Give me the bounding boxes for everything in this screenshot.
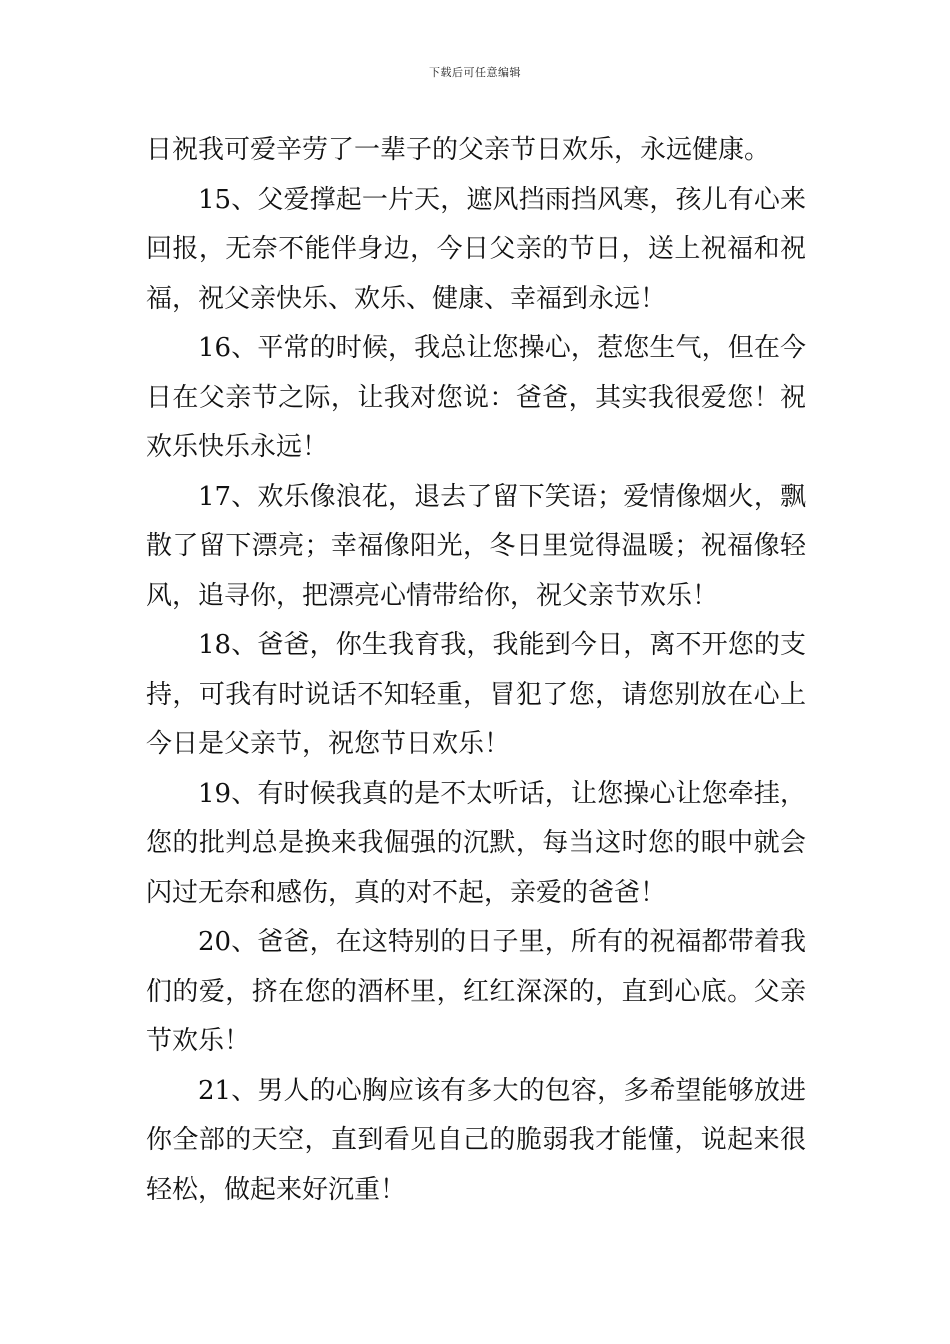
page-header: 下载后可任意编辑 xyxy=(429,66,521,79)
paragraph-19: 19、有时候我真的是不太听话，让您操心让您牵挂，您的批判总是换来我倔强的沉默，每当这时您的眼中就会闪过无奈和感伤，真的对不起，亲爱的爸爸！ xyxy=(146,778,806,908)
paragraph-17: 17、欢乐像浪花，退去了留下笑语；爱情像烟火，飘散了留下漂亮；幸福像阳光，冬日里觉得温暖；祝福像轻风，追寻你，把漂亮心情带给你，祝父亲节欢乐！ xyxy=(146,481,806,611)
paragraph-16: 16、平常的时候，我总让您操心，惹您生气，但在今日在父亲节之际，让我对您说：爸爸，其实我很爱您！祝欢乐快乐永远！ xyxy=(146,333,806,462)
paragraph-15: 15、父爱撑起一片天，遮风挡雨挡风寒，孩儿有心来回报，无奈不能伴身边，今日父亲的节日，送上祝福和祝福，祝父亲快乐、欢乐、健康、幸福到永远！ xyxy=(146,184,806,314)
paragraph-continuation: 日祝我可爱辛劳了一辈子的父亲节日欢乐，永远健康。 xyxy=(146,135,771,165)
paragraph-18: 18、爸爸，你生我育我，我能到今日，离不开您的支持，可我有时说话不知轻重，冒犯了您，请您别放在心上今日是父亲节，祝您节日欢乐！ xyxy=(146,630,806,759)
document-body xyxy=(146,126,806,1215)
paragraph-21: 21、男人的心胸应该有多大的包容，多希望能够放进你全部的天空，直到看见自己的脆弱我才能懂，说起来很轻松，做起来好沉重！ xyxy=(146,1075,806,1205)
paragraph-20: 20、爸爸，在这特别的日子里，所有的祝福都带着我们的爱，挤在您的酒杯里，红红深深的，直到心底。父亲节欢乐！ xyxy=(146,927,806,1056)
